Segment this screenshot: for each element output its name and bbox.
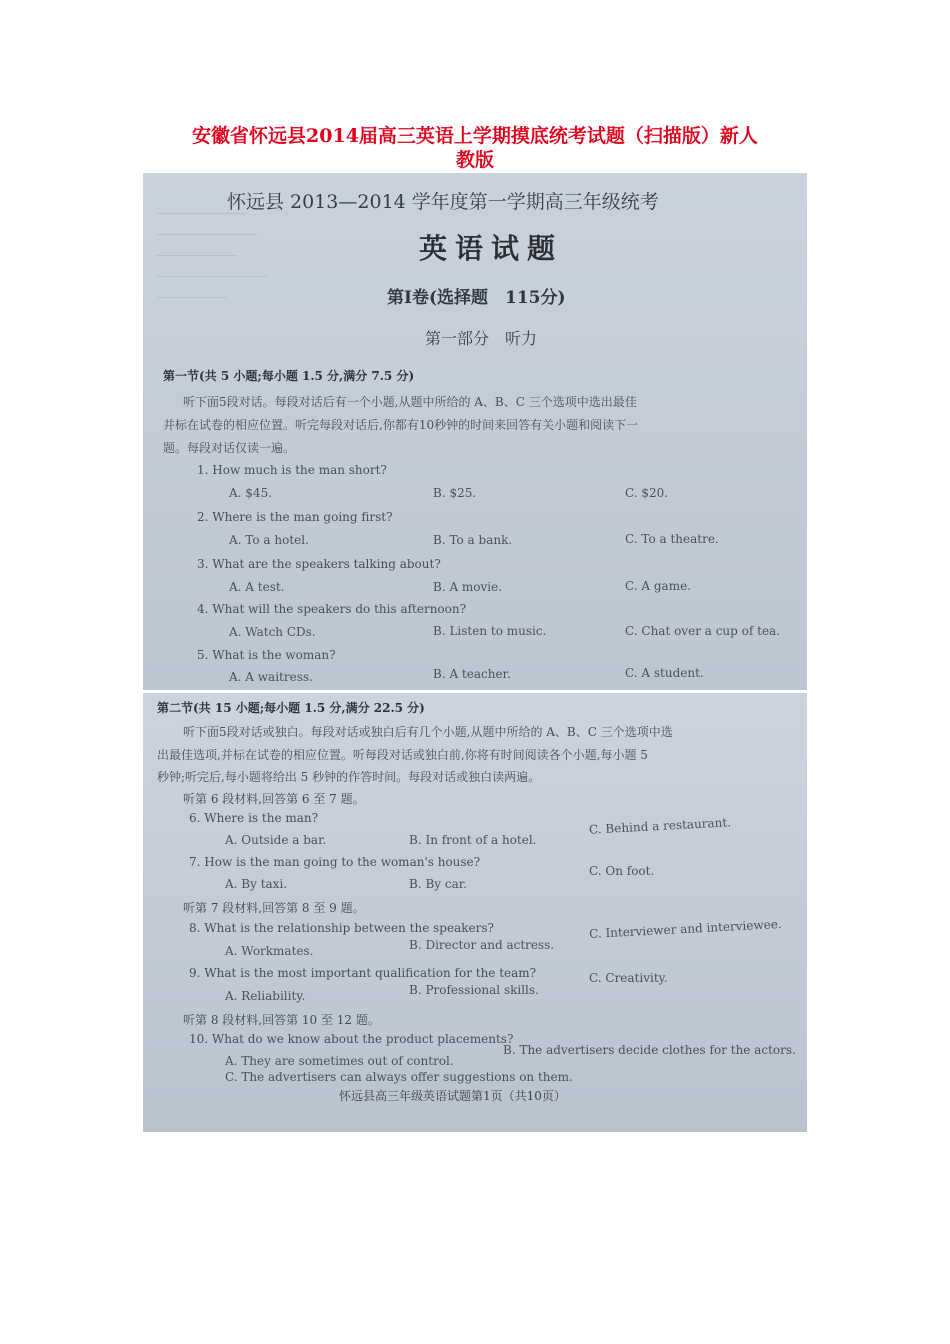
exam-scan-photo-1 [143,173,807,690]
section-1-title: 第一节(共 5 小题;每小题 1.5 分,满分 7.5 分) [163,369,415,383]
question-6: 6. Where is the man? [189,811,319,825]
instruction-line: 听下面5段对话或独白。每段对话或独白后有几个小题,从题中所给的 A、B、C 三个选项中选 [183,725,673,739]
option-a: A. $45. [229,486,273,500]
option-a: A. By taxi. [225,877,288,891]
material-7-instruction: 听第 7 段材料,回答第 8 至 9 题。 [183,901,365,915]
material-8-instruction: 听第 8 段材料,回答第 10 至 12 题。 [183,1013,380,1027]
page-footer: 怀远县高三年级英语试题第1页（共10页） [339,1089,566,1103]
option-b: B. To a bank. [433,533,513,547]
question-2: 2. Where is the man going first? [197,510,393,524]
instruction-line: 出最佳选项,并标在试卷的相应位置。听每段对话或独白前,你将有时间阅读各个小题,每小题 5 [157,748,648,762]
question-8: 8. What is the relationship between the speakers? [189,921,494,935]
question-10: 10. What do we know about the product placements? [189,1032,514,1046]
option-b: B. Professional skills. [409,983,539,997]
exam-header: 怀远县 2013—2014 学年度第一学期高三年级统考 [227,191,659,213]
question-7: 7. How is the man going to the woman's house? [189,855,481,869]
instruction-line: 题。每段对话仅读一遍。 [163,441,296,455]
option-c: C. On foot. [589,864,655,878]
document-title [140,124,810,172]
option-c: C. $20. [625,486,669,500]
document-title-line-2: 教版 [455,149,494,171]
option-a: A. Reliability. [225,989,306,1003]
option-c: C. A student. [625,666,704,680]
option-a: A. Workmates. [225,944,314,958]
option-b: B. A teacher. [433,667,511,681]
option-b: B. $25. [433,486,477,500]
section-2-title: 第二节(共 15 小题;每小题 1.5 分,满分 22.5 分) [157,701,425,715]
option-b: B. The advertisers decide clothes for the actors. [503,1043,796,1057]
question-1: 1. How much is the man short? [197,463,387,477]
option-c: C. A game. [625,579,691,593]
question-5: 5. What is the woman? [197,648,336,662]
material-6-instruction: 听第 6 段材料,回答第 6 至 7 题。 [183,792,365,806]
option-c: C. Behind a restaurant. [588,815,732,837]
part-title: 第一部分 听力 [425,329,538,348]
option-b: B. A movie. [433,580,503,594]
document-title-line-1: 安徽省怀远县2014届高三英语上学期摸底统考试题（扫描版）新人 [192,125,758,147]
option-a: A. Watch CDs. [229,625,316,639]
option-c: C. Interviewer and interviewee. [588,916,783,942]
question-9: 9. What is the most important qualification for the team? [189,966,537,980]
exam-subject-title: 英语试题 [419,232,564,265]
question-3: 3. What are the speakers talking about? [197,557,441,571]
option-b: B. Director and actress. [409,938,555,952]
option-c: C. To a theatre. [625,532,719,546]
option-c: C. The advertisers can always offer suggestions on them. [225,1070,573,1084]
instruction-line: 秒钟;听完后,每小题将给出 5 秒钟的作答时间。每段对话或独白读两遍。 [157,770,541,784]
option-c: C. Chat over a cup of tea. [625,624,781,638]
question-4: 4. What will the speakers do this afternoon? [197,602,467,616]
volume-title: 第Ⅰ卷(选择题 115分) [387,288,566,308]
option-c: C. Creativity. [589,971,668,985]
instruction-line: 并标在试卷的相应位置。听完每段对话后,你都有10秒钟的时间来回答有关小题和阅读下一 [163,418,639,432]
option-a: A. Outside a bar. [225,833,327,847]
option-b: B. In front of a hotel. [409,833,537,847]
option-b: B. By car. [409,877,467,891]
instruction-line: 听下面5段对话。每段对话后有一个小题,从题中所给的 A、B、C 三个选项中选出最佳 [183,395,637,409]
exam-scan-photo-2 [143,693,807,1132]
option-a: A. A waitress. [229,670,313,684]
option-b: B. Listen to music. [433,624,547,638]
option-a: A. A test. [229,580,285,594]
option-a: A. To a hotel. [229,533,309,547]
option-a: A. They are sometimes out of control. [225,1054,454,1068]
